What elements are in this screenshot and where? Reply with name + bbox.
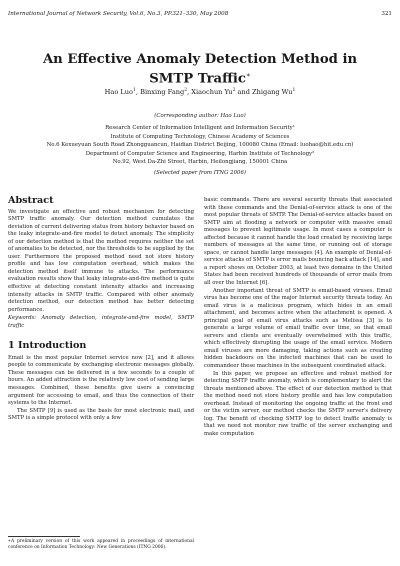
title-footnote-mark: ∗ bbox=[245, 70, 251, 79]
author: Zhigang Wu bbox=[252, 88, 293, 97]
affiliation-line: Institute of Computing Technology, Chinese Academy of Sciences bbox=[110, 133, 290, 140]
abstract-text: We investigate an effective and robust mechanism for detecting SMTP traffic anomaly. Our detection method cumulates the deviation of current delivering status from history behavior based on the leaky integrate-and-fire model to detect anomaly. The simplicity of our detection method is that the method requires neither the set of anomalies to be detected, nor the thresholds to be supplied by the user. Furthermore the proposed method need not store history profile and has low computation overhead, which makes the detection method itself immune to attacks. The performance evaluation results show that leaky integrate-and-fire method is quite effective at detecting constant intensity attacks and increasing intensity attacks in SMTP traffic. Compared with other anomaly detection method, our detection method has better detecting performance. bbox=[8, 208, 194, 313]
footnote-rule bbox=[8, 536, 80, 537]
intro-paragraph-1: Email is the most popular Internet service now [2], and it allows people to communicate by exchanging electronic messages globally. These messages can be delivered in a few seconds to a couple of hours. An added attraction is the relatively low cost of sending large messages. Combined, these benefits give users a convincing argument for accessing to email, and thus the connection of their systems to the Internet. bbox=[8, 354, 194, 407]
intro-paragraph-2: The SMTP [9] is used as the basis for most electronic mail, and SMTP is a simple protocol with only a few bbox=[8, 407, 194, 422]
introduction-heading: 1 Introduction bbox=[8, 340, 87, 352]
affiliation-line: Research Center of Information Intelligent and Information Security¹ bbox=[105, 125, 295, 132]
running-header bbox=[8, 11, 392, 17]
author-list: Hao Luo$^1$, Binxing Fang$^2$, Xiaochun Yu$^2$ and Zhigang Wu$^1$ bbox=[104, 88, 296, 97]
abstract-heading: Abstract bbox=[8, 195, 54, 206]
author: Xiaochun Yu bbox=[191, 88, 233, 97]
footnote: ∗A preliminary version of this work appeared in proceedings of international conference on Information Technology: New Generations (ITNG 2006). bbox=[8, 539, 194, 550]
body-paragraph-3: In this paper, we propose an effective and robust method for detecting SMTP traffic anomaly, which is complementary to alert the threats mentioned above. The effect of our detection method is that the method need not store history profile and has low computation overhead. Instead of monitoring the ongoing traffic at the front end or the victim server, our method checks the SMTP server's delivery log. The benefit of checking SMTP log to detect traffic anomaly is that we need not monitor raw traffic of the server exchanging and make computation bbox=[204, 370, 392, 437]
title-line-1: An Effective Anomaly Detection Method in bbox=[42, 52, 358, 67]
affiliation-line: Department of Computer Science and Engineering, Harbin Institute of Technology² bbox=[85, 150, 315, 157]
left-column bbox=[8, 197, 194, 423]
journal-citation: International Journal of Network Security, Vol.6, No.3, PP.321–330, May 2008 bbox=[8, 11, 229, 17]
author: Binxing Fang bbox=[140, 88, 185, 97]
author: Hao Luo bbox=[104, 88, 134, 97]
title-line-2: SMTP Traffic∗ bbox=[149, 70, 251, 86]
selected-paper-note: (Selected paper from ITNG 2006) bbox=[154, 170, 246, 177]
right-column bbox=[204, 197, 392, 439]
body-paragraph-2: Another important threat of SMTP is email-based viruses. Email virus has become one of the major Internet security threats today. An email virus is a malicious program, which hides in an email attachment, and becomes active when the attachment is opened. A principal goal of email virus attacks such as Melissa [3] is to generate a large volume of email traffic over time, so that email servers and clients are eventually overwhelmed with this traffic, which effectively disrupting the usage of the email service. Modern email viruses are more damaging, taking actions such as creating hidden backdoors on the infected machines that can be used to commandeer these machines in the subsequent coordinated attack. bbox=[204, 287, 392, 370]
keywords: Keywords: Anomaly detection, integrate-and-fire model, SMTP traffic bbox=[8, 315, 195, 329]
affiliation-line: No.6 Kexueyuan South Road Zhongguancun, Haidian District Beijing, 100080 China (Email: luohao@hit.edu.cn) bbox=[46, 142, 354, 149]
corresponding-author: (Corresponding author: Hao Luo) bbox=[154, 113, 246, 119]
page-number: 321 bbox=[381, 11, 392, 17]
affiliation-line: No.92, West Da-Zhi Street, Harbin, Heilongjiang, 150001 China bbox=[112, 159, 288, 166]
paper-title bbox=[0, 52, 400, 86]
body-paragraph-1: basic commands. There are several security threats that associated with these commands and the Denial-of-service attack is one of the most popular threats of SMTP. The Denial-of-service attacks based on SMTP aim at flooding a network or computer with massive email messages to prevent legitimate usage. In most cases a computer is affected because it cannot handle the load created by receiving large numbers of messages at the same time, or running out of storage space, or cannot handle large messages [4]. An example of Denial-of-service attacks of SMTP is error mails bouncing back attack [14], and a report shows on October 2003, at least two domains in the United States had been received hundreds of thousands of error mails from all over the Internet [6]. bbox=[204, 197, 392, 287]
affiliations-block bbox=[0, 112, 400, 178]
